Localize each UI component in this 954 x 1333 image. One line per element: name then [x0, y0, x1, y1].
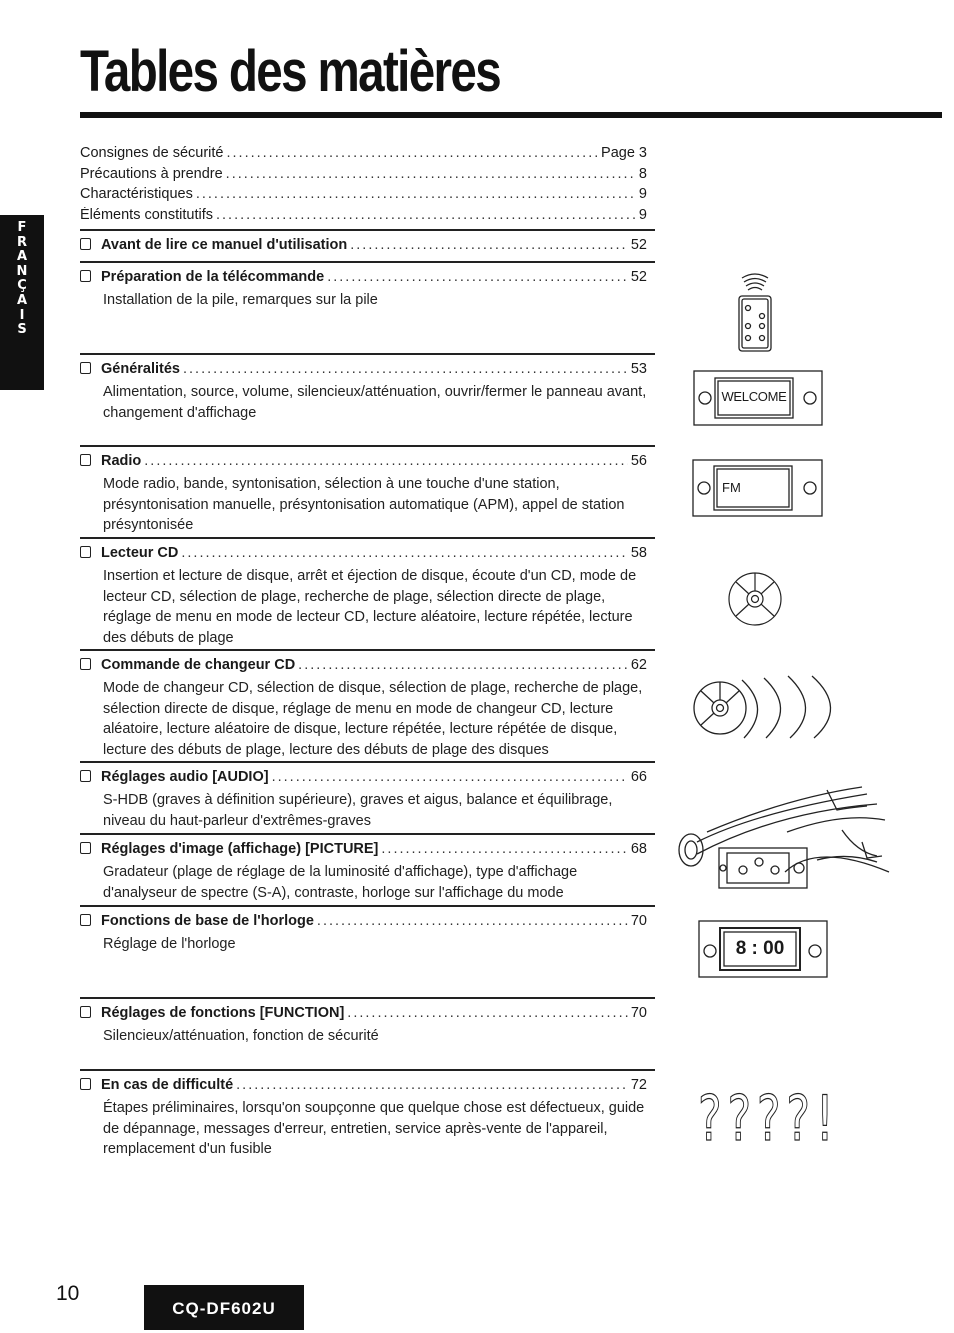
section-divider	[80, 833, 655, 835]
toc-intro-item[interactable]	[80, 207, 647, 227]
section-page: 70	[630, 913, 647, 929]
display-text: FM	[722, 480, 741, 495]
section-description: Mode radio, bande, syntonisation, sélection à une touche d'une station, présyntonisation manuelle, présyntonisation automatique (APM), appel de station présyntonisée	[103, 476, 625, 533]
section-divider	[80, 537, 655, 539]
section-title: Réglages d'image (affichage) [PICTURE]	[101, 841, 379, 857]
checkbox-bullet-icon	[80, 454, 91, 466]
checkbox-bullet-icon	[80, 842, 91, 854]
cd-changer-icon	[692, 672, 844, 742]
section-divider	[80, 997, 655, 999]
toc-item-label: Consignes de sécurité	[80, 145, 224, 161]
section-description: Étapes préliminaires, lorsqu'on soupçonne que quelque chose est défectueux, guide de dépannage, messages d'erreur, entretien, service après-vente de l'appareil, remplacement d'un fusible	[103, 1100, 645, 1157]
checkbox-bullet-icon	[80, 546, 91, 558]
model-badge: CQ-DF602U	[144, 1285, 304, 1330]
section-title: Commande de changeur CD	[101, 657, 296, 673]
toc-item-label: Charactéristiques	[80, 186, 193, 202]
section-title: Préparation de la télécommande	[101, 269, 325, 285]
section-title: Généralités	[101, 361, 180, 377]
section-page: 72	[630, 1077, 647, 1093]
section-title: Fonctions de base de l'horloge	[101, 913, 314, 929]
section-title: Réglages de fonctions [FUNCTION]	[101, 1005, 345, 1021]
side-tab-letter: A	[16, 292, 28, 308]
section-description: Mode de changeur CD, sélection de disque, sélection de plage, recherche de plage, sélection directe de disque, réglage de menu en mode de changeur CD, lecture aléatoire, lecture aléatoire de disque, lecture répétée, lecture répétée de disque, lecture des débuts de plage, lecture des débuts de plage des disques	[103, 680, 643, 758]
section-title: Avant de lire ce manuel d'utilisation	[101, 237, 348, 253]
checkbox-bullet-icon	[80, 1006, 91, 1018]
section-description: Silencieux/atténuation, fonction de sécurité	[103, 1028, 379, 1044]
section-page: 68	[630, 841, 647, 857]
toc-item-label: Précautions à prendre	[80, 166, 223, 182]
welcome-display-icon	[693, 370, 823, 426]
language-side-tab	[0, 215, 44, 390]
toc-intro-item[interactable]	[80, 145, 647, 165]
page-title: Tables des matières	[80, 39, 501, 104]
section-title: Lecteur CD	[101, 545, 179, 561]
section-page: 52	[630, 237, 647, 253]
section-description: Réglage de l'horloge	[103, 936, 236, 952]
toc-intro-item[interactable]	[80, 166, 647, 186]
toc-item-page: 9	[638, 186, 647, 202]
title-rule	[80, 112, 942, 118]
section-title: En cas de difficulté	[101, 1077, 234, 1093]
side-tab-letter: I	[19, 307, 25, 323]
checkbox-bullet-icon	[80, 362, 91, 374]
audio-waves-icon	[667, 782, 892, 892]
section-divider	[80, 649, 655, 651]
side-tab-letter: R	[16, 234, 27, 250]
checkbox-bullet-icon	[80, 270, 91, 282]
trouble-marks-icon: ????!	[698, 1082, 840, 1155]
section-description: Installation de la pile, remarques sur la pile	[103, 292, 378, 308]
side-tab-letter: S	[17, 322, 27, 338]
clock-display-icon	[698, 920, 828, 978]
section-divider	[80, 761, 655, 763]
section-divider	[80, 1069, 655, 1071]
section-page: 56	[630, 453, 647, 469]
checkbox-bullet-icon	[80, 1078, 91, 1090]
section-description: Alimentation, source, volume, silencieux/atténuation, ouvrir/fermer le panneau avant, changement d'affichage	[103, 384, 647, 421]
page-number: 10	[56, 1282, 80, 1305]
side-tab-letter: Ç	[17, 278, 27, 294]
toc-item-page: Page 3	[601, 145, 647, 161]
checkbox-bullet-icon	[80, 914, 91, 926]
section-page: 58	[630, 545, 647, 561]
toc-item-page: 9	[638, 207, 647, 223]
display-text: WELCOME	[721, 389, 787, 404]
fm-display-icon	[692, 459, 823, 517]
toc-item-label: Éléments constitutifs	[80, 207, 213, 223]
toc-item-page: 8	[638, 166, 647, 182]
display-text: 8 : 00	[735, 938, 785, 959]
section-title: Radio	[101, 453, 142, 469]
checkbox-bullet-icon	[80, 238, 91, 250]
side-tab-letter: A	[16, 249, 28, 265]
checkbox-bullet-icon	[80, 658, 91, 670]
section-divider	[80, 261, 655, 263]
section-page: 62	[630, 657, 647, 673]
section-page: 52	[630, 269, 647, 285]
section-divider	[80, 353, 655, 355]
toc-intro-item[interactable]	[80, 186, 647, 206]
section-page: 53	[630, 361, 647, 377]
section-page: 66	[630, 769, 647, 785]
section-divider	[80, 905, 655, 907]
section-divider	[80, 229, 655, 231]
section-description: S-HDB (graves à définition supérieure), graves et aigus, balance et équilibrage, niveau du haut-parleur d'extrêmes-graves	[103, 792, 613, 829]
section-divider	[80, 445, 655, 447]
section-description: Insertion et lecture de disque, arrêt et éjection de disque, écoute d'un CD, mode de lecteur CD, sélection de plage, recherche de plage, sélection directe de plage, réglage de menu en mode de lecteur CD, lecture aléatoire, lecture répétée, lecture des débuts de plage	[103, 568, 637, 646]
cd-disc-icon	[726, 570, 784, 628]
section-description: Gradateur (plage de réglage de la luminosité d'affichage), type d'affichage d'analyseur de spectre (S-A), contraste, horloge sur l'affichage du mode	[103, 864, 578, 901]
side-tab-letter: N	[16, 263, 28, 279]
remote-control-icon	[730, 268, 780, 356]
section-page: 70	[630, 1005, 647, 1021]
side-tab-letter: F	[17, 220, 27, 235]
checkbox-bullet-icon	[80, 770, 91, 782]
section-title: Réglages audio [AUDIO]	[101, 769, 269, 785]
